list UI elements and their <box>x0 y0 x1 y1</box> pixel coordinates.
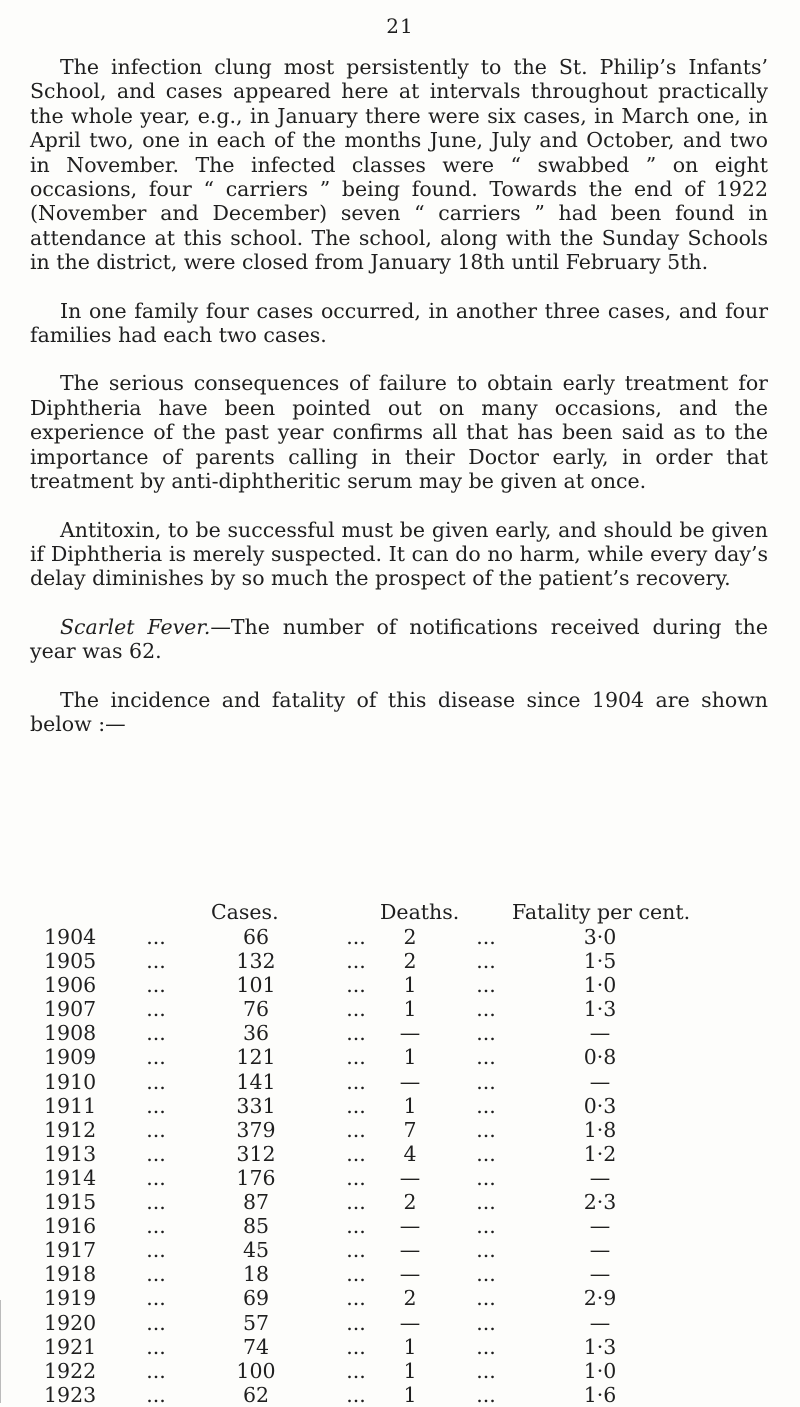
header-deaths: Deaths. <box>380 900 460 924</box>
leader-dots: ... <box>476 1093 496 1118</box>
leader-dots: ... <box>146 1262 166 1287</box>
year-cell: 1907 <box>44 997 97 1022</box>
page-number: 21 <box>386 14 414 38</box>
leader-dots: ... <box>476 973 496 998</box>
deaths-cell: 1 <box>403 1093 417 1118</box>
deaths-cell: 1 <box>403 997 417 1022</box>
leader-dots: ... <box>146 1358 166 1383</box>
year-cell: 1921 <box>44 1334 97 1359</box>
leader-dots: ... <box>476 1165 496 1190</box>
leader-dots: ... <box>346 1286 366 1311</box>
deaths-cell: 1 <box>403 1382 417 1407</box>
leader-dots: ... <box>346 1069 366 1094</box>
leader-dots: ... <box>146 1021 166 1046</box>
paragraph: In one family four cases occurred, in another three cases, and four families had each two cases. <box>30 298 768 348</box>
table-row <box>0 1070 800 1094</box>
leader-dots: ... <box>476 1382 496 1407</box>
leader-dots: ... <box>346 1310 366 1335</box>
cases-cell: 141 <box>236 1069 276 1094</box>
leader-dots: ... <box>346 1165 366 1190</box>
table-rows <box>0 925 800 1407</box>
table-row <box>0 925 800 949</box>
leader-dots: ... <box>346 1021 366 1046</box>
year-cell: 1914 <box>44 1165 97 1190</box>
leader-dots: ... <box>476 1214 496 1239</box>
leader-dots: ... <box>476 1358 496 1383</box>
cases-cell: 87 <box>242 1190 270 1215</box>
table-row <box>0 949 800 973</box>
fatality-cell: — <box>589 1021 611 1046</box>
cases-cell: 66 <box>242 925 270 949</box>
leader-dots: ... <box>476 1021 496 1046</box>
cases-cell: 85 <box>242 1214 270 1239</box>
incidence-table <box>0 900 800 1407</box>
leader-dots: ... <box>476 1262 496 1287</box>
deaths-cell: 7 <box>403 1117 417 1142</box>
fatality-cell: 1·5 <box>583 949 617 974</box>
leader-dots: ... <box>146 1190 166 1215</box>
year-cell: 1909 <box>44 1045 97 1070</box>
year-cell: 1905 <box>44 949 97 974</box>
deaths-cell: — <box>399 1165 421 1190</box>
leader-dots: ... <box>346 1262 366 1287</box>
year-cell: 1923 <box>44 1382 97 1407</box>
leader-dots: ... <box>146 949 166 974</box>
cases-cell: 176 <box>236 1165 276 1190</box>
table-row <box>0 1383 800 1407</box>
leader-dots: ... <box>146 1069 166 1094</box>
header-fatality: Fatality per cent. <box>512 900 691 924</box>
table-row <box>0 1335 800 1359</box>
leader-dots: ... <box>346 973 366 998</box>
deaths-cell: 1 <box>403 1358 417 1383</box>
fatality-cell: 1·6 <box>583 1382 617 1407</box>
fatality-cell: 0·8 <box>583 1045 617 1070</box>
year-cell: 1904 <box>44 925 97 949</box>
table-intro: The incidence and fatality of this disease since 1904 are shown below :— <box>30 687 768 736</box>
cases-cell: 45 <box>242 1238 270 1263</box>
cases-cell: 312 <box>236 1141 276 1166</box>
year-cell: 1917 <box>44 1238 97 1263</box>
cases-cell: 69 <box>242 1286 270 1311</box>
leader-dots: ... <box>346 1358 366 1383</box>
year-cell: 1922 <box>44 1358 97 1383</box>
deaths-cell: — <box>399 1021 421 1046</box>
year-cell: 1920 <box>44 1310 97 1335</box>
table-header-row <box>0 900 800 925</box>
cases-cell: 121 <box>236 1045 276 1070</box>
deaths-cell: 2 <box>403 925 417 949</box>
year-cell: 1911 <box>44 1093 97 1118</box>
cases-cell: 101 <box>236 973 276 998</box>
year-cell: 1918 <box>44 1262 97 1287</box>
leader-dots: ... <box>146 1214 166 1239</box>
leader-dots: ... <box>346 1045 366 1070</box>
table-row <box>0 1359 800 1383</box>
fatality-cell: — <box>589 1310 611 1335</box>
fatality-cell: 1·0 <box>583 973 617 998</box>
leader-dots: ... <box>146 1093 166 1118</box>
leader-dots: ... <box>476 1310 496 1335</box>
leader-dots: ... <box>346 1238 366 1263</box>
deaths-cell: — <box>399 1214 421 1239</box>
fatality-cell: — <box>589 1069 611 1094</box>
leader-dots: ... <box>146 997 166 1022</box>
fatality-cell: 2·3 <box>583 1190 617 1215</box>
leader-dots: ... <box>146 1238 166 1263</box>
leader-dots: ... <box>346 1214 366 1239</box>
fatality-cell: 2·9 <box>583 1286 617 1311</box>
leader-dots: ... <box>476 1117 496 1142</box>
paragraph: Antitoxin, to be successful must be given early, and should be given if Diphtheria is merely suspected. It can do no harm, while every day’s delay diminishes by so much the prospect of the patient’s recovery. <box>30 517 768 591</box>
cases-cell: 18 <box>242 1262 270 1287</box>
table-row <box>0 1190 800 1214</box>
leader-dots: ... <box>346 949 366 974</box>
year-cell: 1919 <box>44 1286 97 1311</box>
leader-dots: ... <box>146 1141 166 1166</box>
deaths-cell: 2 <box>403 1190 417 1215</box>
leader-dots: ... <box>346 1141 366 1166</box>
leader-dots: ... <box>146 973 166 998</box>
table-row <box>0 1262 800 1286</box>
fatality-cell: 1·0 <box>583 1358 617 1383</box>
cases-cell: 76 <box>242 997 270 1022</box>
leader-dots: ... <box>346 1093 366 1118</box>
leader-dots: ... <box>476 1045 496 1070</box>
paragraph: The serious consequences of failure to obtain early treatment for Diphtheria have been pointed out on many occasions, and the experience of the past year confirms all that has been said as to the importance of parents calling in their Doctor early, in order that treatment by anti-diphtheritic serum may be given at once. <box>30 371 768 494</box>
year-cell: 1912 <box>44 1117 97 1142</box>
fatality-cell: — <box>589 1262 611 1287</box>
cases-cell: 132 <box>236 949 276 974</box>
leader-dots: ... <box>346 1334 366 1359</box>
leader-dots: ... <box>146 1165 166 1190</box>
deaths-cell: 1 <box>403 1045 417 1070</box>
deaths-cell: 2 <box>403 949 417 974</box>
leader-dots: ... <box>346 1190 366 1215</box>
leader-dots: ... <box>476 1334 496 1359</box>
leader-dots: ... <box>476 1286 496 1311</box>
leader-dots: ... <box>346 925 366 949</box>
leader-dots: ... <box>476 1190 496 1215</box>
leader-dots: ... <box>146 1286 166 1311</box>
leader-dots: ... <box>476 1141 496 1166</box>
cases-cell: 62 <box>242 1382 270 1407</box>
table-row <box>0 1311 800 1335</box>
cases-cell: 100 <box>236 1358 276 1383</box>
scarlet-fever-text: —The number of notifications received during the year was 62. <box>30 614 768 664</box>
deaths-cell: — <box>399 1262 421 1287</box>
deaths-cell: 1 <box>403 1334 417 1359</box>
table-row <box>0 1286 800 1310</box>
cases-cell: 57 <box>242 1310 270 1335</box>
year-cell: 1910 <box>44 1069 97 1094</box>
table-row <box>0 973 800 997</box>
leader-dots: ... <box>476 997 496 1022</box>
table-row <box>0 1021 800 1045</box>
leader-dots: ... <box>346 1382 366 1407</box>
fatality-cell: 1·3 <box>583 997 617 1022</box>
leader-dots: ... <box>476 1238 496 1263</box>
year-cell: 1908 <box>44 1021 97 1046</box>
table-row <box>0 997 800 1021</box>
cases-cell: 74 <box>242 1334 270 1359</box>
cases-cell: 36 <box>242 1021 270 1046</box>
fatality-cell: 1·3 <box>583 1334 617 1359</box>
deaths-cell: 2 <box>403 1286 417 1311</box>
fatality-cell: — <box>589 1214 611 1239</box>
deaths-cell: — <box>399 1310 421 1335</box>
fatality-cell: 3·0 <box>583 925 617 949</box>
leader-dots: ... <box>146 1310 166 1335</box>
fatality-cell: 1·8 <box>583 1117 617 1142</box>
leader-dots: ... <box>146 1382 166 1407</box>
leader-dots: ... <box>346 997 366 1022</box>
fatality-cell: 0·3 <box>583 1093 617 1118</box>
leader-dots: ... <box>146 1334 166 1359</box>
cases-cell: 379 <box>236 1117 276 1142</box>
leader-dots: ... <box>476 949 496 974</box>
year-cell: 1916 <box>44 1214 97 1239</box>
fatality-cell: — <box>589 1165 611 1190</box>
leader-dots: ... <box>146 925 166 949</box>
deaths-cell: 1 <box>403 973 417 998</box>
year-cell: 1913 <box>44 1141 97 1166</box>
leader-dots: ... <box>146 1117 166 1142</box>
fatality-cell: 1·2 <box>583 1141 617 1166</box>
leader-dots: ... <box>476 1069 496 1094</box>
paragraph: The infection clung most persistently to the St. Philip’s Infants’ School, and cases appeared here at intervals throughout practically the whole year, e.g., in January there were six cases, in March one, in April two, one in each of the months June, July and October, and two in November. The infected classes were “ swabbed ” on eight occasions, four “ carriers ” being found. Towards the end of 1922 (November and December) seven “ carriers ” had been found in attendance at this school. The school, along with the Sunday Schools in the district, were closed from January 18th until February 5th. <box>30 55 768 275</box>
table-row <box>0 1238 800 1262</box>
table-row <box>0 1214 800 1238</box>
table-row <box>0 1166 800 1190</box>
table-row <box>0 1045 800 1069</box>
page-edge <box>0 1300 1 1403</box>
deaths-cell: — <box>399 1238 421 1263</box>
header-cases: Cases. <box>211 900 279 924</box>
leader-dots: ... <box>346 1117 366 1142</box>
leader-dots: ... <box>476 925 496 949</box>
leader-dots: ... <box>146 1045 166 1070</box>
deaths-cell: 4 <box>403 1141 417 1166</box>
fatality-cell: — <box>589 1238 611 1263</box>
year-cell: 1906 <box>44 973 97 998</box>
scarlet-fever-heading: Scarlet Fever. <box>60 614 211 639</box>
page-body <box>30 55 768 736</box>
scarlet-fever-paragraph <box>30 615 768 664</box>
deaths-cell: — <box>399 1069 421 1094</box>
table-row <box>0 1094 800 1118</box>
table-row <box>0 1142 800 1166</box>
year-cell: 1915 <box>44 1190 97 1215</box>
table-row <box>0 1118 800 1142</box>
cases-cell: 331 <box>236 1093 276 1118</box>
